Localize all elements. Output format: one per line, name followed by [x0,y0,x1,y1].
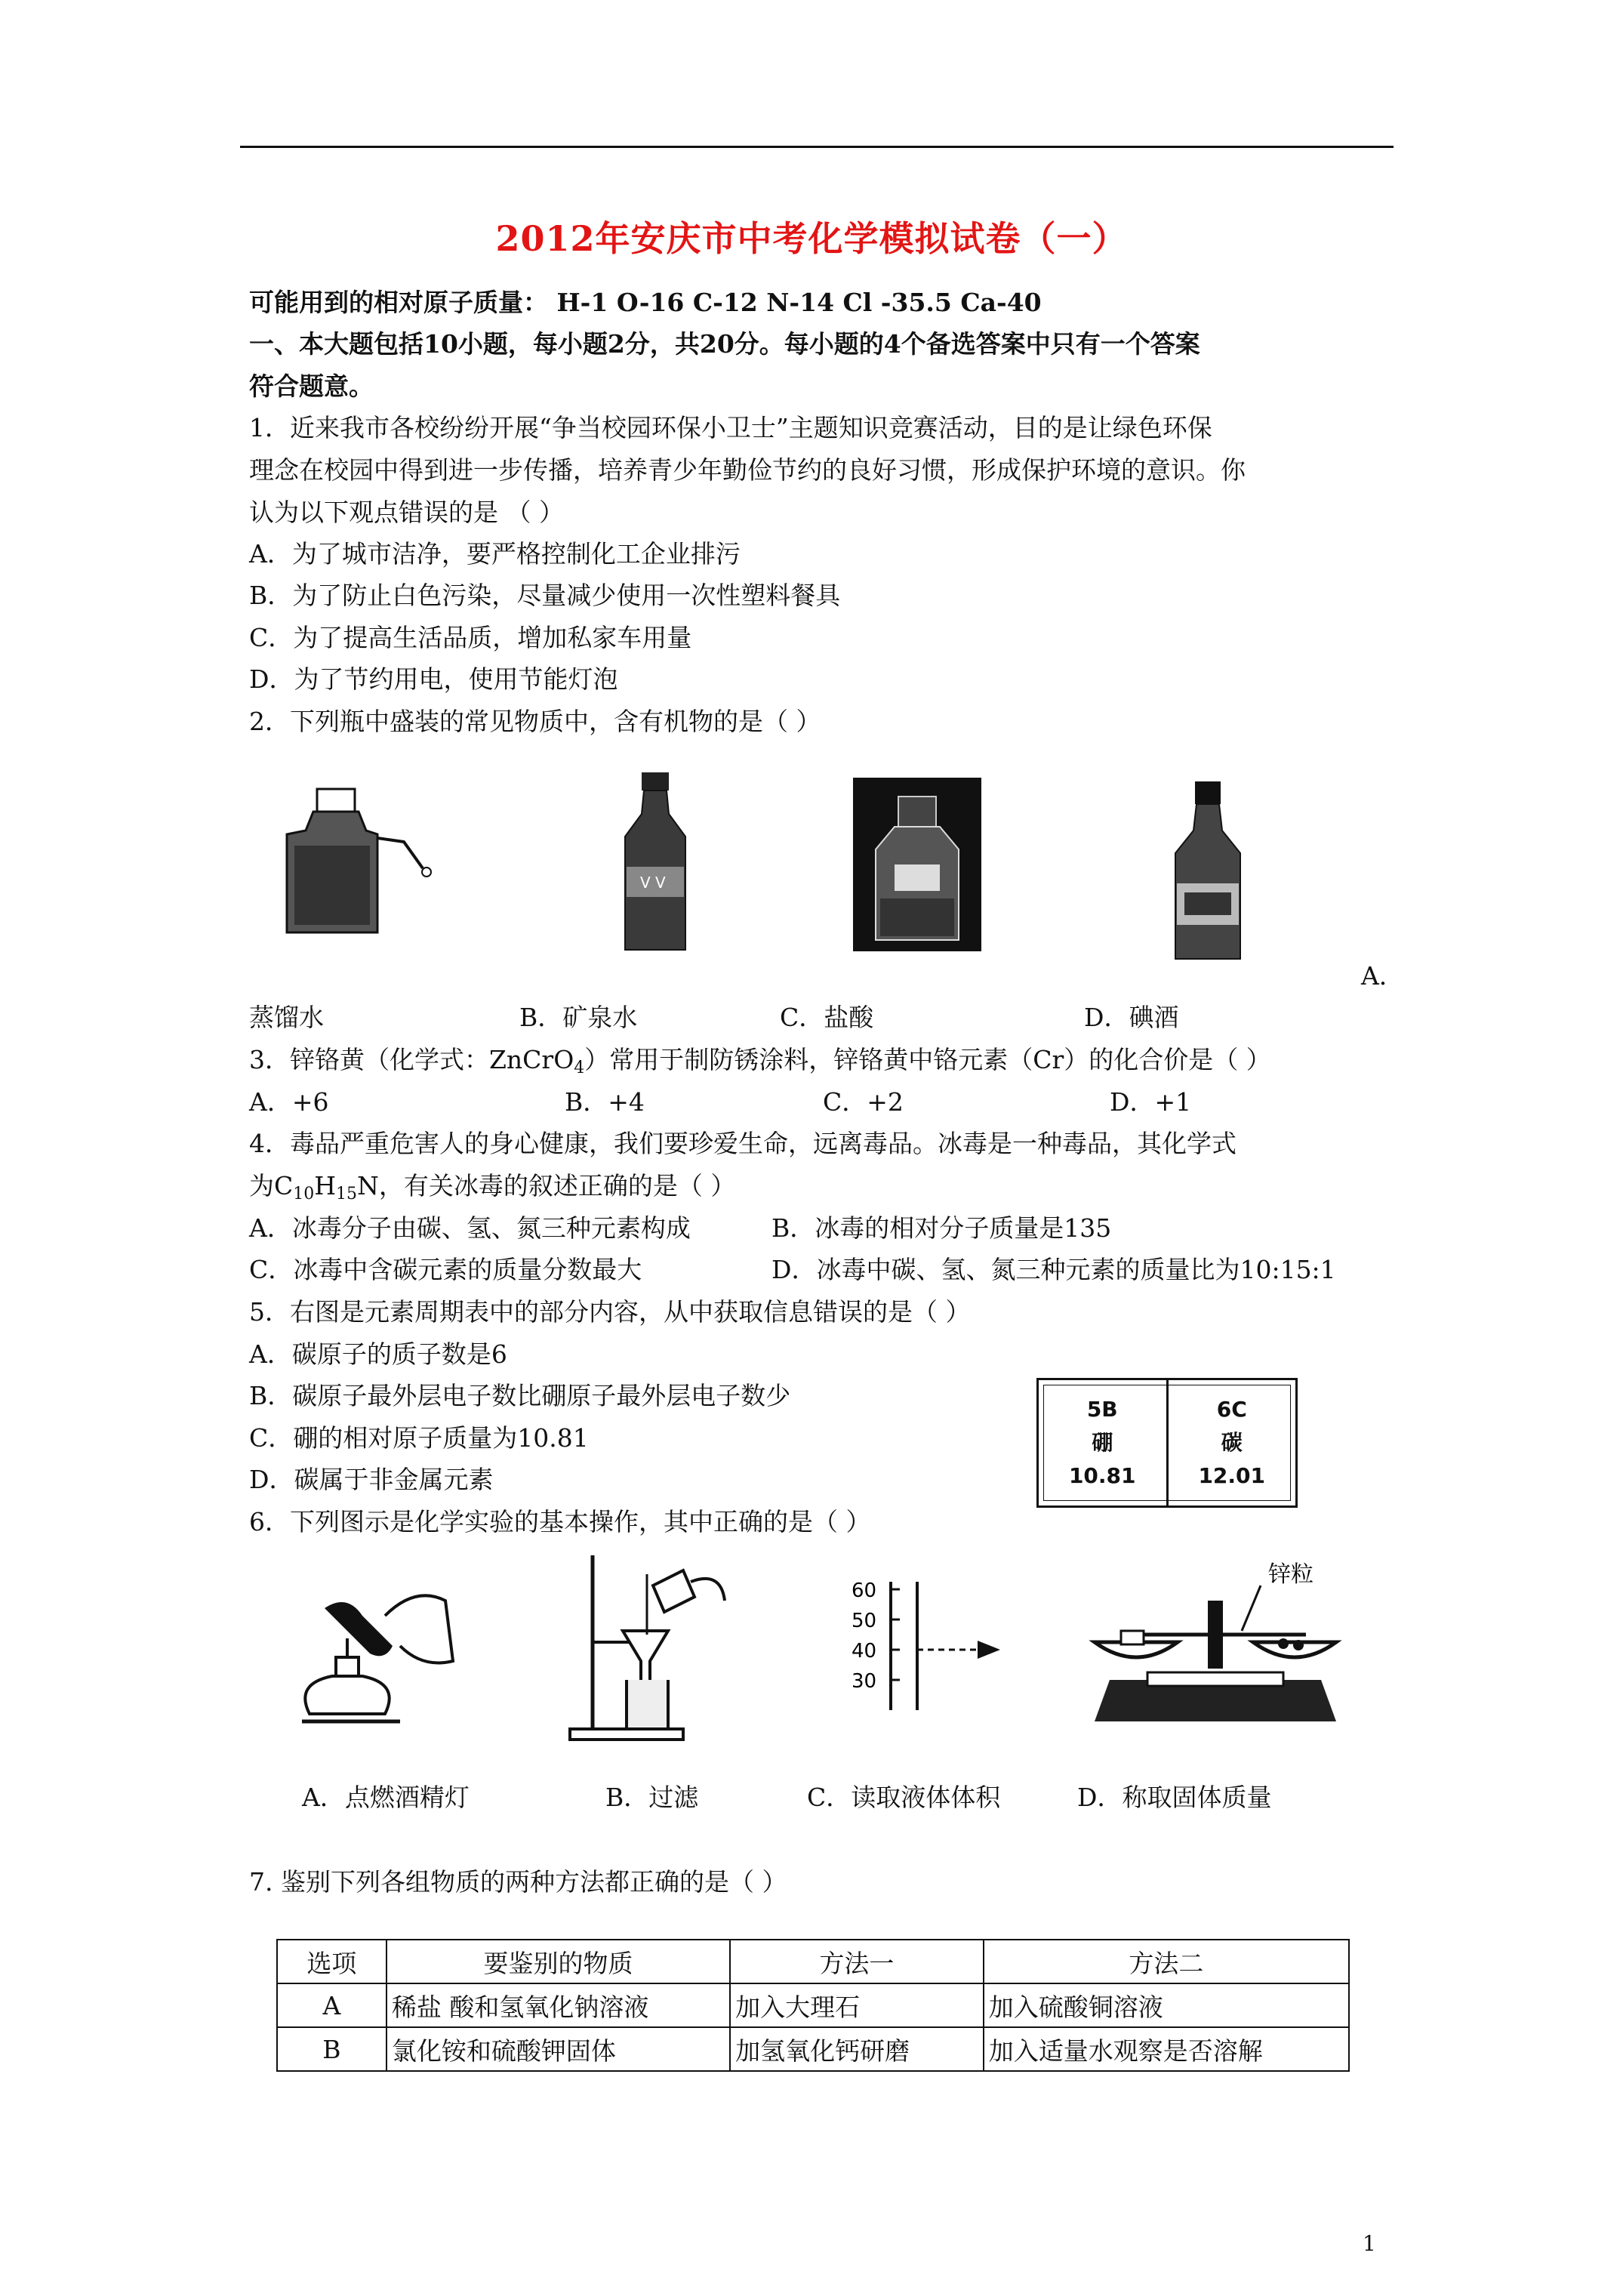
element-name: 硼 [1092,1430,1113,1455]
element-name: 碳 [1221,1430,1243,1455]
element-symbol: 5B [1086,1397,1118,1422]
q6-stem: 6．下列图示是化学实验的基本操作，其中正确的是（ ） [249,1507,871,1536]
bottle-iodine-tincture-image [1159,778,1257,966]
page-number: 1 [1363,2231,1376,2256]
bottle-mineral-water-image [610,769,701,957]
q4-stem-2: 为$C_{10}H_{15}N$，有关冰毒的叙述正确的是（ ） [249,1171,736,1203]
q5-option-a: A．碳原子的质子数是6 [249,1339,507,1369]
q1-option-d: D．为了节约用电，使用节能灯泡 [249,664,618,694]
table-cell: 加入大理石 [730,1983,984,2027]
table-header-cell: 选项 [277,1940,387,1983]
q5-option-d: D．碳属于非金属元素 [249,1465,494,1494]
q1-option-a: A．为了城市洁净，要严格控制化工企业排污 [249,539,741,569]
q2-option-a-letter: A． [1361,961,1404,991]
table-row [277,1983,1349,2027]
section1-instruction-1: 一、本大题包括10小题，每小题2分，共20分。每小题的4个备选答案中只有一个答案 [249,329,1200,359]
element-symbol: 6C [1216,1397,1247,1422]
bottle-hydrochloric-acid-image [853,778,981,951]
section1-instruction-2: 符合题意。 [249,371,374,401]
q6-option-b: B．过滤 [605,1783,699,1812]
table-header-cell: 方法二 [984,1940,1349,1983]
filtration-setup-image [562,1540,736,1744]
q4-option-a: A．冰毒分子由碳、氢、氮三种元素构成 [249,1213,691,1243]
balance-label: 锌粒 [1268,1561,1313,1588]
q7-table [276,1939,1350,2072]
element-mass: 10.81 [1068,1463,1136,1488]
table-header-cell: 方法一 [730,1940,984,1983]
element-mass: 12.01 [1198,1463,1266,1488]
lighting-alcohol-lamp-image [279,1563,460,1737]
q1-stem-1: 1．近来我市各校纷纷开展“争当校园环保小卫士”主题知识竞赛活动，目的是让绿色环保 [249,413,1212,442]
q4-option-c: C．冰毒中含碳元素的质量分数最大 [249,1255,642,1284]
q6-option-a: A．点燃酒精灯 [302,1783,470,1812]
element-cell-boron [1039,1380,1166,1505]
page-title: 2012年安庆市中考化学模拟试卷（一） [495,218,1128,259]
tick-label: 30 [852,1670,877,1693]
q2-option-c: C．盐酸 [780,1003,874,1032]
q4-option-b: B．冰毒的相对分子质量是135 [771,1213,1112,1243]
q5-option-b: B．碳原子最外层电子数比硼原子最外层电子数少 [249,1381,791,1410]
tick-label: 50 [852,1610,877,1632]
table-cell: A [277,1983,387,2027]
table-cell: 加氢氧化钙研磨 [730,2027,984,2071]
q6-option-c: C．读取液体体积 [807,1783,1001,1812]
q1-option-c: C．为了提高生活品质，增加私家车用量 [249,623,692,652]
table-cell: 加入适量水观察是否溶解 [984,2027,1349,2071]
atomic-masses: 可能用到的相对原子质量： H-1 O-16 C-12 N-14 Cl -35.5 Ca-40 [249,288,1042,317]
table-cell: B [277,2027,387,2071]
header-rule [240,146,1394,148]
svg-text:V V: V V [640,874,666,892]
q2-option-b: B．矿泉水 [519,1003,638,1032]
q3-stem: 3．锌铬黄（化学式：ZnCrO$_4$）常用于制防锈涂料，锌铬黄中铬元素（Cr）的化合价是（ ） [249,1045,1271,1077]
q5-option-c: C．硼的相对原子质量为10.81 [249,1423,589,1453]
q3-option-a: A．+6 [249,1087,329,1117]
tick-label: 60 [852,1579,877,1602]
table-cell: 氯化铵和硫酸钾固体 [387,2027,730,2071]
q5-stem: 5．右图是元素周期表中的部分内容，从中获取信息错误的是（ ） [249,1297,971,1327]
q2-stem: 2．下列瓶中盛装的常见物质中，含有机物的是（ ） [249,707,821,736]
periodic-table-excerpt [1036,1378,1298,1508]
bottle-distilled-water-image [272,778,453,944]
table-header-cell: 要鉴别的物质 [387,1940,730,1983]
q2-option-d: D．碘酒 [1084,1003,1179,1032]
graduated-cylinder-reading-image [845,1574,1012,1718]
q2-option-a-text: 蒸馏水 [249,1003,324,1032]
q4-stem-1: 4．毒品严重危害人的身心健康，我们要珍爱生命，远离毒品。冰毒是一种毒品，其化学式 [249,1129,1236,1158]
table-cell: 加入硫酸铜溶液 [984,1983,1349,2027]
table-header-row [277,1940,1349,1983]
q7-stem: 7. 鉴别下列各组物质的两种方法都正确的是（ ） [249,1867,787,1897]
q3-option-b: B．+4 [565,1087,645,1117]
q4-option-d: D．冰毒中碳、氢、氮三种元素的质量比为10:15:1 [771,1255,1336,1284]
q1-stem-3: 认为以下观点错误的是 （ ） [249,498,564,527]
table-row [277,2027,1349,2071]
q3-option-c: C．+2 [823,1087,904,1117]
q3-option-d: D．+1 [1110,1087,1192,1117]
table-cell: 稀盐 酸和氢氧化钠溶液 [387,1983,730,2027]
tick-label: 40 [852,1640,877,1663]
balance-weighing-image [1079,1559,1351,1740]
element-cell-carbon [1166,1380,1296,1505]
q1-option-b: B．为了防止白色污染，尽量减少使用一次性塑料餐具 [249,581,841,610]
q1-stem-2: 理念在校园中得到进一步传播，培养青少年勤俭节约的良好习惯，形成保护环境的意识。你 [249,455,1246,485]
q6-option-d: D．称取固体质量 [1077,1783,1272,1812]
